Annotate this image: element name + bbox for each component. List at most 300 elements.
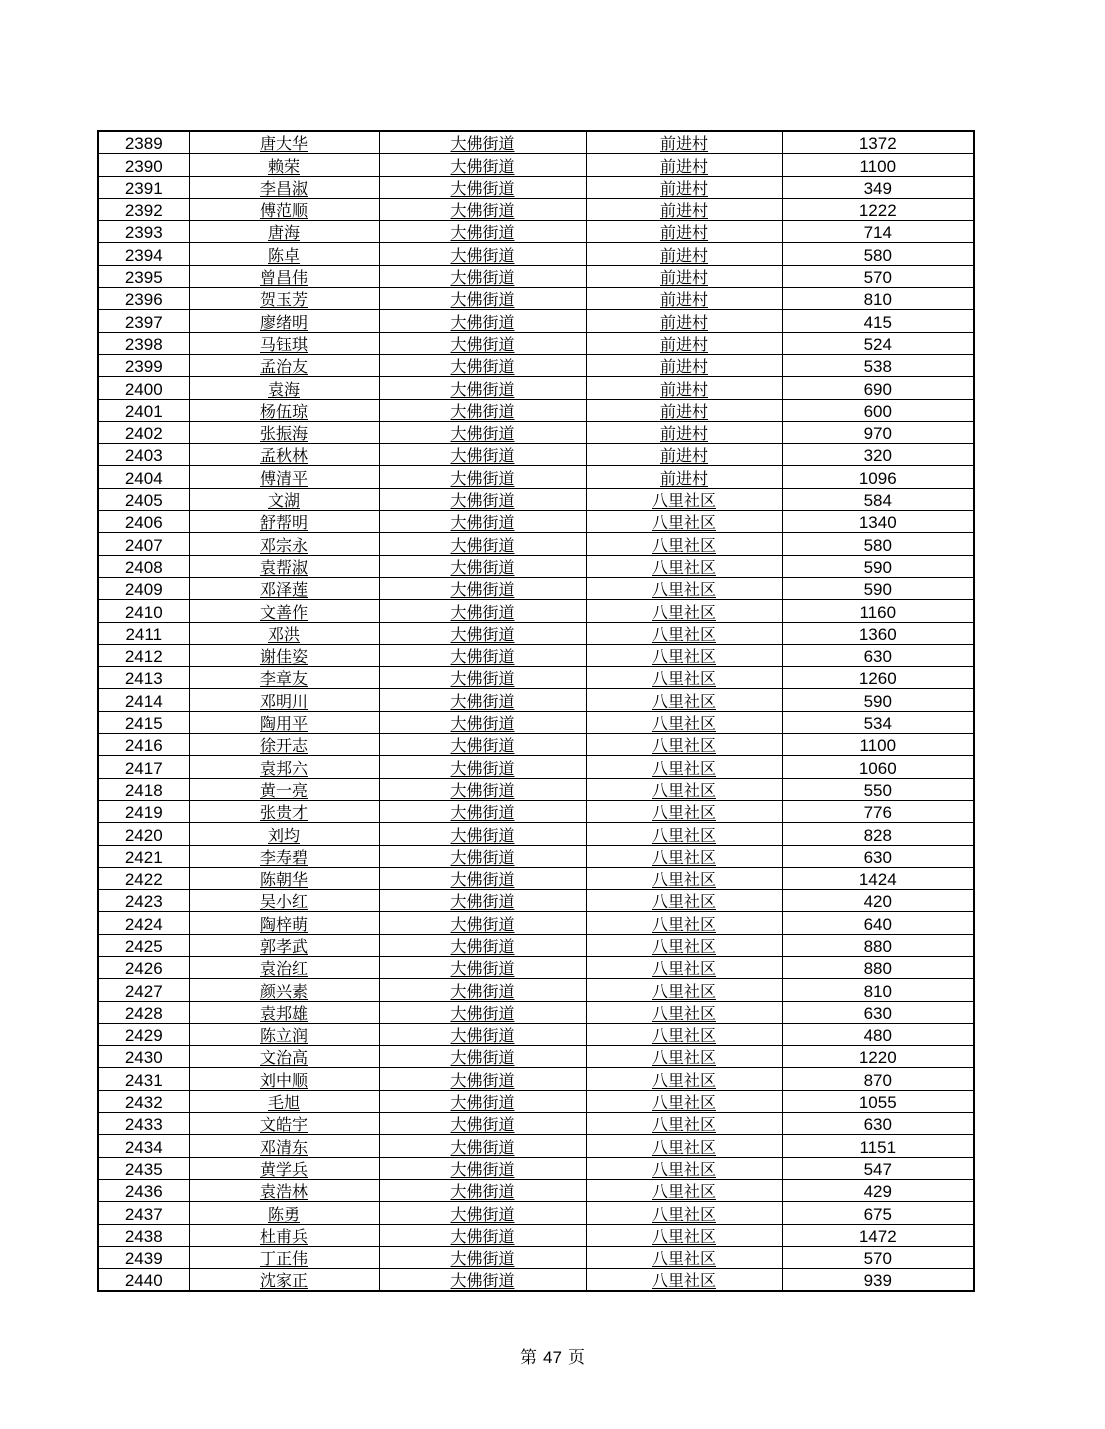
amount-cell: 630 [782, 644, 974, 666]
amount-cell: 880 [782, 934, 974, 956]
row-number-cell: 2435 [98, 1157, 189, 1179]
table-row [98, 1113, 974, 1135]
row-number-cell: 2412 [98, 644, 189, 666]
community-cell: 八里社区 [586, 577, 782, 599]
street-cell: 大佛街道 [379, 310, 586, 332]
street-cell: 大佛街道 [379, 979, 586, 1001]
name-cell: 陈勇 [189, 1202, 379, 1224]
table-row [98, 845, 974, 867]
community-cell: 八里社区 [586, 912, 782, 934]
row-number-cell: 2427 [98, 979, 189, 1001]
table-row [98, 689, 974, 711]
street-cell: 大佛街道 [379, 956, 586, 978]
street-cell: 大佛街道 [379, 265, 586, 287]
community-cell: 前进村 [586, 399, 782, 421]
street-cell: 大佛街道 [379, 890, 586, 912]
street-cell: 大佛街道 [379, 1246, 586, 1268]
row-number-cell: 2437 [98, 1202, 189, 1224]
table-row [98, 354, 974, 376]
table-row [98, 1068, 974, 1090]
table-row [98, 198, 974, 220]
table-row [98, 310, 974, 332]
amount-cell: 714 [782, 221, 974, 243]
name-cell: 杨伍琼 [189, 399, 379, 421]
community-cell: 八里社区 [586, 488, 782, 510]
row-number-cell: 2404 [98, 466, 189, 488]
community-cell: 前进村 [586, 354, 782, 376]
street-cell: 大佛街道 [379, 1202, 586, 1224]
street-cell: 大佛街道 [379, 221, 586, 243]
street-cell: 大佛街道 [379, 1269, 586, 1292]
amount-cell: 1151 [782, 1135, 974, 1157]
community-cell: 八里社区 [586, 511, 782, 533]
community-cell: 前进村 [586, 198, 782, 220]
street-cell: 大佛街道 [379, 1023, 586, 1045]
amount-cell: 534 [782, 711, 974, 733]
community-cell: 八里社区 [586, 1157, 782, 1179]
street-cell: 大佛街道 [379, 1157, 586, 1179]
table-row [98, 488, 974, 510]
name-cell: 谢佳姿 [189, 644, 379, 666]
community-cell: 八里社区 [586, 1179, 782, 1201]
community-cell: 八里社区 [586, 1269, 782, 1292]
name-cell: 黄一亮 [189, 778, 379, 800]
table-row [98, 667, 974, 689]
table-row [98, 644, 974, 666]
name-cell: 陶用平 [189, 711, 379, 733]
name-cell: 袁帮淑 [189, 555, 379, 577]
row-number-cell: 2415 [98, 711, 189, 733]
amount-cell: 810 [782, 979, 974, 1001]
amount-cell: 1055 [782, 1090, 974, 1112]
row-number-cell: 2419 [98, 800, 189, 822]
row-number-cell: 2409 [98, 577, 189, 599]
street-cell: 大佛街道 [379, 332, 586, 354]
street-cell: 大佛街道 [379, 1001, 586, 1023]
street-cell: 大佛街道 [379, 444, 586, 466]
street-cell: 大佛街道 [379, 934, 586, 956]
street-cell: 大佛街道 [379, 1113, 586, 1135]
community-cell: 前进村 [586, 332, 782, 354]
community-cell: 八里社区 [586, 934, 782, 956]
amount-cell: 590 [782, 555, 974, 577]
row-number-cell: 2413 [98, 667, 189, 689]
row-number-cell: 2421 [98, 845, 189, 867]
row-number-cell: 2430 [98, 1046, 189, 1068]
name-cell: 袁邦六 [189, 756, 379, 778]
name-cell: 傅范顺 [189, 198, 379, 220]
amount-cell: 1100 [782, 734, 974, 756]
amount-cell: 580 [782, 243, 974, 265]
table-row [98, 377, 974, 399]
name-cell: 吴小红 [189, 890, 379, 912]
table-row [98, 577, 974, 599]
name-cell: 孟治友 [189, 354, 379, 376]
name-cell: 李昌淑 [189, 176, 379, 198]
name-cell: 袁海 [189, 377, 379, 399]
row-number-cell: 2392 [98, 198, 189, 220]
street-cell: 大佛街道 [379, 533, 586, 555]
amount-cell: 870 [782, 1068, 974, 1090]
name-cell: 唐大华 [189, 131, 379, 154]
community-cell: 八里社区 [586, 711, 782, 733]
table-row [98, 421, 974, 443]
row-number-cell: 2429 [98, 1023, 189, 1045]
amount-cell: 828 [782, 823, 974, 845]
community-cell: 前进村 [586, 288, 782, 310]
name-cell: 颜兴素 [189, 979, 379, 1001]
community-cell: 八里社区 [586, 1135, 782, 1157]
name-cell: 郭孝武 [189, 934, 379, 956]
row-number-cell: 2408 [98, 555, 189, 577]
amount-cell: 630 [782, 1001, 974, 1023]
roster-table-body [98, 131, 974, 1291]
amount-cell: 570 [782, 265, 974, 287]
amount-cell: 1472 [782, 1224, 974, 1246]
name-cell: 杜甫兵 [189, 1224, 379, 1246]
amount-cell: 810 [782, 288, 974, 310]
street-cell: 大佛街道 [379, 667, 586, 689]
row-number-cell: 2440 [98, 1269, 189, 1292]
community-cell: 前进村 [586, 131, 782, 154]
street-cell: 大佛街道 [379, 176, 586, 198]
street-cell: 大佛街道 [379, 1068, 586, 1090]
amount-cell: 550 [782, 778, 974, 800]
community-cell: 八里社区 [586, 867, 782, 889]
name-cell: 袁治红 [189, 956, 379, 978]
roster-table [97, 130, 975, 1292]
community-cell: 八里社区 [586, 1246, 782, 1268]
name-cell: 袁邦雄 [189, 1001, 379, 1023]
table-row [98, 1179, 974, 1201]
community-cell: 八里社区 [586, 1224, 782, 1246]
amount-cell: 590 [782, 689, 974, 711]
community-cell: 前进村 [586, 265, 782, 287]
name-cell: 唐海 [189, 221, 379, 243]
street-cell: 大佛街道 [379, 1046, 586, 1068]
street-cell: 大佛街道 [379, 354, 586, 376]
community-cell: 前进村 [586, 176, 782, 198]
community-cell: 八里社区 [586, 533, 782, 555]
street-cell: 大佛街道 [379, 198, 586, 220]
name-cell: 贺玉芳 [189, 288, 379, 310]
street-cell: 大佛街道 [379, 577, 586, 599]
table-row [98, 555, 974, 577]
name-cell: 陶梓萌 [189, 912, 379, 934]
name-cell: 邓泽莲 [189, 577, 379, 599]
amount-cell: 349 [782, 176, 974, 198]
street-cell: 大佛街道 [379, 288, 586, 310]
name-cell: 孟秋林 [189, 444, 379, 466]
row-number-cell: 2423 [98, 890, 189, 912]
amount-cell: 600 [782, 399, 974, 421]
name-cell: 文善作 [189, 600, 379, 622]
name-cell: 毛旭 [189, 1090, 379, 1112]
table-row [98, 221, 974, 243]
table-row [98, 1023, 974, 1045]
table-row [98, 131, 974, 154]
name-cell: 曾昌伟 [189, 265, 379, 287]
row-number-cell: 2398 [98, 332, 189, 354]
street-cell: 大佛街道 [379, 399, 586, 421]
table-row [98, 890, 974, 912]
table-row [98, 979, 974, 1001]
amount-cell: 1360 [782, 622, 974, 644]
row-number-cell: 2389 [98, 131, 189, 154]
name-cell: 傅清平 [189, 466, 379, 488]
amount-cell: 584 [782, 488, 974, 510]
table-row [98, 956, 974, 978]
community-cell: 八里社区 [586, 1023, 782, 1045]
table-row [98, 1269, 974, 1292]
street-cell: 大佛街道 [379, 800, 586, 822]
table-row [98, 1202, 974, 1224]
amount-cell: 1160 [782, 600, 974, 622]
street-cell: 大佛街道 [379, 644, 586, 666]
amount-cell: 1100 [782, 154, 974, 176]
name-cell: 袁浩林 [189, 1179, 379, 1201]
name-cell: 李章友 [189, 667, 379, 689]
street-cell: 大佛街道 [379, 756, 586, 778]
community-cell: 八里社区 [586, 600, 782, 622]
amount-cell: 1372 [782, 131, 974, 154]
community-cell: 八里社区 [586, 1113, 782, 1135]
table-row [98, 332, 974, 354]
row-number-cell: 2439 [98, 1246, 189, 1268]
community-cell: 前进村 [586, 310, 782, 332]
community-cell: 前进村 [586, 377, 782, 399]
name-cell: 沈家正 [189, 1269, 379, 1292]
community-cell: 八里社区 [586, 778, 782, 800]
street-cell: 大佛街道 [379, 511, 586, 533]
street-cell: 大佛街道 [379, 734, 586, 756]
amount-cell: 1340 [782, 511, 974, 533]
name-cell: 刘中顺 [189, 1068, 379, 1090]
table-row [98, 511, 974, 533]
community-cell: 八里社区 [586, 689, 782, 711]
street-cell: 大佛街道 [379, 823, 586, 845]
name-cell: 马钰琪 [189, 332, 379, 354]
street-cell: 大佛街道 [379, 689, 586, 711]
name-cell: 文湖 [189, 488, 379, 510]
table-row [98, 934, 974, 956]
table-row [98, 243, 974, 265]
row-number-cell: 2433 [98, 1113, 189, 1135]
street-cell: 大佛街道 [379, 867, 586, 889]
row-number-cell: 2422 [98, 867, 189, 889]
community-cell: 八里社区 [586, 555, 782, 577]
amount-cell: 480 [782, 1023, 974, 1045]
amount-cell: 590 [782, 577, 974, 599]
street-cell: 大佛街道 [379, 845, 586, 867]
community-cell: 八里社区 [586, 756, 782, 778]
community-cell: 八里社区 [586, 890, 782, 912]
community-cell: 八里社区 [586, 1046, 782, 1068]
name-cell: 陈朝华 [189, 867, 379, 889]
row-number-cell: 2424 [98, 912, 189, 934]
community-cell: 八里社区 [586, 823, 782, 845]
amount-cell: 538 [782, 354, 974, 376]
row-number-cell: 2402 [98, 421, 189, 443]
amount-cell: 429 [782, 1179, 974, 1201]
row-number-cell: 2420 [98, 823, 189, 845]
table-row [98, 711, 974, 733]
page-number: 47 [543, 1348, 562, 1367]
amount-cell: 415 [782, 310, 974, 332]
community-cell: 八里社区 [586, 1001, 782, 1023]
row-number-cell: 2418 [98, 778, 189, 800]
name-cell: 黄学兵 [189, 1157, 379, 1179]
row-number-cell: 2394 [98, 243, 189, 265]
row-number-cell: 2428 [98, 1001, 189, 1023]
name-cell: 邓洪 [189, 622, 379, 644]
community-cell: 前进村 [586, 154, 782, 176]
table-row [98, 533, 974, 555]
community-cell: 八里社区 [586, 622, 782, 644]
street-cell: 大佛街道 [379, 1090, 586, 1112]
table-row [98, 288, 974, 310]
amount-cell: 939 [782, 1269, 974, 1292]
street-cell: 大佛街道 [379, 622, 586, 644]
amount-cell: 640 [782, 912, 974, 934]
amount-cell: 1260 [782, 667, 974, 689]
row-number-cell: 2410 [98, 600, 189, 622]
community-cell: 八里社区 [586, 734, 782, 756]
page-prefix: 第 [520, 1348, 538, 1368]
community-cell: 八里社区 [586, 1202, 782, 1224]
name-cell: 廖绪明 [189, 310, 379, 332]
table-row [98, 912, 974, 934]
amount-cell: 675 [782, 1202, 974, 1224]
row-number-cell: 2416 [98, 734, 189, 756]
table-row [98, 800, 974, 822]
community-cell: 八里社区 [586, 644, 782, 666]
row-number-cell: 2401 [98, 399, 189, 421]
row-number-cell: 2403 [98, 444, 189, 466]
street-cell: 大佛街道 [379, 600, 586, 622]
street-cell: 大佛街道 [379, 1179, 586, 1201]
street-cell: 大佛街道 [379, 466, 586, 488]
table-row [98, 867, 974, 889]
table-row [98, 778, 974, 800]
community-cell: 八里社区 [586, 956, 782, 978]
table-row [98, 1135, 974, 1157]
table-row [98, 1246, 974, 1268]
community-cell: 八里社区 [586, 800, 782, 822]
amount-cell: 970 [782, 421, 974, 443]
amount-cell: 570 [782, 1246, 974, 1268]
community-cell: 前进村 [586, 243, 782, 265]
amount-cell: 547 [782, 1157, 974, 1179]
community-cell: 前进村 [586, 221, 782, 243]
community-cell: 八里社区 [586, 1068, 782, 1090]
row-number-cell: 2390 [98, 154, 189, 176]
name-cell: 邓明川 [189, 689, 379, 711]
table-row [98, 265, 974, 287]
row-number-cell: 2434 [98, 1135, 189, 1157]
amount-cell: 1222 [782, 198, 974, 220]
row-number-cell: 2397 [98, 310, 189, 332]
table-row [98, 1224, 974, 1246]
row-number-cell: 2432 [98, 1090, 189, 1112]
amount-cell: 776 [782, 800, 974, 822]
name-cell: 文治高 [189, 1046, 379, 1068]
community-cell: 八里社区 [586, 845, 782, 867]
name-cell: 张振海 [189, 421, 379, 443]
street-cell: 大佛街道 [379, 243, 586, 265]
name-cell: 徐开志 [189, 734, 379, 756]
street-cell: 大佛街道 [379, 1224, 586, 1246]
amount-cell: 580 [782, 533, 974, 555]
community-cell: 八里社区 [586, 667, 782, 689]
page-suffix: 页 [567, 1348, 585, 1368]
row-number-cell: 2438 [98, 1224, 189, 1246]
name-cell: 邓宗永 [189, 533, 379, 555]
row-number-cell: 2393 [98, 221, 189, 243]
amount-cell: 420 [782, 890, 974, 912]
street-cell: 大佛街道 [379, 778, 586, 800]
row-number-cell: 2396 [98, 288, 189, 310]
street-cell: 大佛街道 [379, 711, 586, 733]
row-number-cell: 2399 [98, 354, 189, 376]
name-cell: 文皓宇 [189, 1113, 379, 1135]
street-cell: 大佛街道 [379, 912, 586, 934]
name-cell: 舒帮明 [189, 511, 379, 533]
table-row [98, 823, 974, 845]
name-cell: 陈立润 [189, 1023, 379, 1045]
amount-cell: 524 [782, 332, 974, 354]
community-cell: 前进村 [586, 466, 782, 488]
row-number-cell: 2405 [98, 488, 189, 510]
table-row [98, 176, 974, 198]
street-cell: 大佛街道 [379, 377, 586, 399]
community-cell: 前进村 [586, 444, 782, 466]
table-row [98, 466, 974, 488]
table-row [98, 622, 974, 644]
row-number-cell: 2417 [98, 756, 189, 778]
row-number-cell: 2391 [98, 176, 189, 198]
community-cell: 八里社区 [586, 1090, 782, 1112]
table-row [98, 444, 974, 466]
table-row [98, 600, 974, 622]
street-cell: 大佛街道 [379, 555, 586, 577]
amount-cell: 1220 [782, 1046, 974, 1068]
name-cell: 邓清东 [189, 1135, 379, 1157]
amount-cell: 320 [782, 444, 974, 466]
table-row [98, 734, 974, 756]
amount-cell: 630 [782, 1113, 974, 1135]
row-number-cell: 2431 [98, 1068, 189, 1090]
table-row [98, 1001, 974, 1023]
row-number-cell: 2411 [98, 622, 189, 644]
table-row [98, 1157, 974, 1179]
table-row [98, 1046, 974, 1068]
street-cell: 大佛街道 [379, 131, 586, 154]
street-cell: 大佛街道 [379, 421, 586, 443]
row-number-cell: 2414 [98, 689, 189, 711]
row-number-cell: 2436 [98, 1179, 189, 1201]
community-cell: 八里社区 [586, 979, 782, 1001]
table-row [98, 756, 974, 778]
street-cell: 大佛街道 [379, 154, 586, 176]
row-number-cell: 2407 [98, 533, 189, 555]
name-cell: 丁正伟 [189, 1246, 379, 1268]
page-footer [0, 1343, 1105, 1368]
street-cell: 大佛街道 [379, 1135, 586, 1157]
amount-cell: 1060 [782, 756, 974, 778]
amount-cell: 1096 [782, 466, 974, 488]
row-number-cell: 2426 [98, 956, 189, 978]
